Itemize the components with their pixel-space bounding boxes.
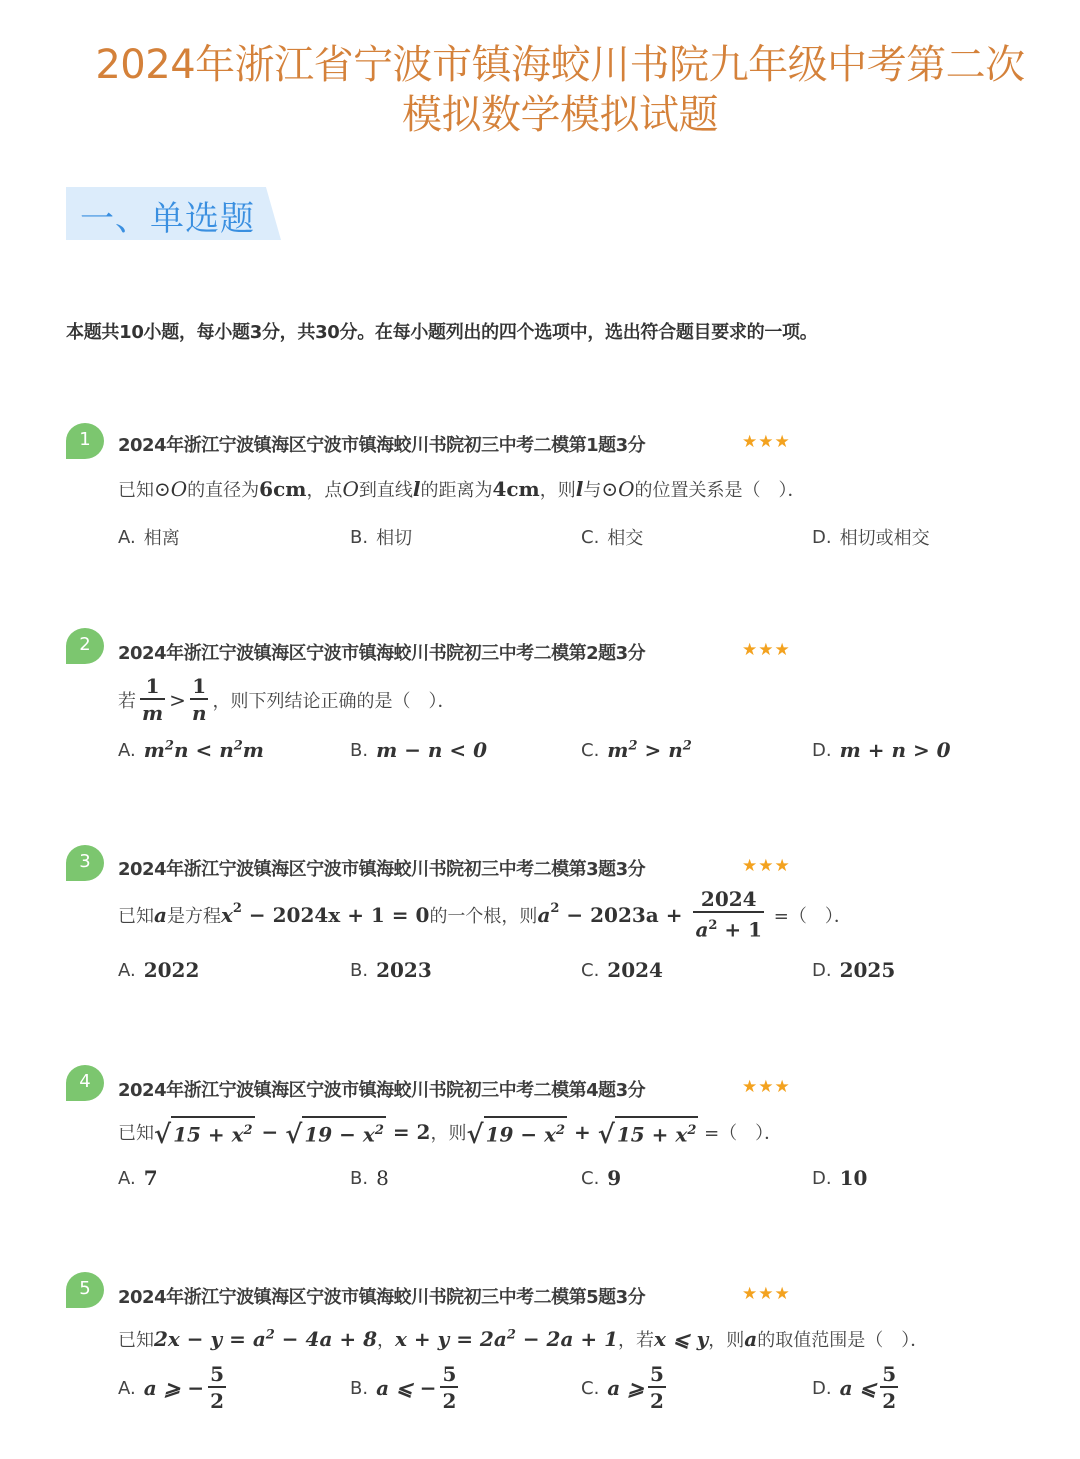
question-number-badge: 3: [66, 845, 104, 881]
question-number-badge: 5: [66, 1272, 104, 1308]
difficulty-stars: ★★★: [742, 856, 791, 876]
option-b[interactable]: B. 2023: [350, 958, 432, 982]
option-c[interactable]: C. $m^2 > n^2$: [581, 738, 692, 762]
instructions: 本题共10小题，每小题3分，共30分。在每小题列出的四个选项中，选出符合题目要求的一项。: [66, 322, 818, 343]
square-root: √ $19 - x^2$: [466, 1116, 567, 1148]
square-root: √ $15 + x^2$: [598, 1116, 699, 1148]
question-stem: 若 $\frac{1}{m}$ > $\frac{1}{n}$ ，则下列结论正确的是（ ）．: [118, 674, 456, 725]
option-a[interactable]: A. 7: [118, 1166, 158, 1190]
option-a[interactable]: A. 2022: [118, 958, 200, 982]
option-c[interactable]: C. 2024: [581, 958, 663, 982]
question-source: 2024年浙江宁波镇海区宁波市镇海蛟川书院初三中考二模第1题3分: [118, 435, 646, 456]
question-stem: 已知 √ $15 + x^2$ − √ $19 - x^2$ = 2 ，则 √ $19 - x^2$ + √ $15 + x^2$ =（ ）．: [118, 1116, 782, 1148]
fraction: $\frac{5}{2}$: [210, 1362, 225, 1413]
option-d[interactable]: D. a ⩽ $\frac{5}{2}$: [812, 1362, 897, 1413]
circle-symbol: ⊙: [154, 477, 171, 501]
fraction: $\frac{2024}{a^2 + 1}$: [695, 887, 763, 942]
question-source: 2024年浙江宁波镇海区宁波市镇海蛟川书院初三中考二模第2题3分: [118, 643, 646, 664]
fraction: $\frac{5}{2}$: [442, 1362, 457, 1413]
difficulty-stars: ★★★: [742, 1284, 791, 1304]
question-stem: 已知 $2x - y = a^2 - 4a + 8$ ， $x + y = 2a^2 - 2a + 1$ ，若 x ⩽ y ，则 a 的取值范围是（ ）．: [118, 1327, 929, 1351]
option-b[interactable]: B. 相切: [350, 526, 413, 549]
difficulty-stars: ★★★: [742, 1077, 791, 1097]
question-stem: 已知 ⊙ O 的直径为 6cm ，点 O 到直线 l 的距离为 4cm ，则 l 与 ⊙ O 的位置关系是（ ）．: [118, 477, 806, 501]
question-stem: 已知 a 是方程 x $^2$ − 2024x + 1 = 0 的一个根，则 a $^2$ − 2023a + $\frac{2024}{a^2 + 1}$ =（ ）．: [118, 887, 852, 942]
square-root: √ $19 - x^2$: [285, 1116, 386, 1148]
option-d[interactable]: D. 10: [812, 1166, 868, 1190]
fraction: $\frac{1}{m}$: [142, 674, 164, 725]
question-source: 2024年浙江宁波镇海区宁波市镇海蛟川书院初三中考二模第4题3分: [118, 1080, 646, 1101]
section-title: 一、单选题: [80, 199, 255, 239]
option-a[interactable]: A. 相离: [118, 526, 180, 549]
option-b[interactable]: B. a ⩽ − $\frac{5}{2}$: [350, 1362, 457, 1413]
option-b[interactable]: B. 8: [350, 1166, 389, 1190]
option-a[interactable]: A. a ⩾ − $\frac{5}{2}$: [118, 1362, 225, 1413]
fraction: $\frac{5}{2}$: [649, 1362, 664, 1413]
option-b[interactable]: B. m − n < 0: [350, 738, 488, 762]
title-line-2: 模拟数学模拟试题: [402, 92, 718, 138]
question-source: 2024年浙江宁波镇海区宁波市镇海蛟川书院初三中考二模第3题3分: [118, 859, 646, 880]
difficulty-stars: ★★★: [742, 432, 791, 452]
fraction: $\frac{1}{n}$: [191, 674, 207, 725]
option-d[interactable]: D. 2025: [812, 958, 896, 982]
option-c[interactable]: C. 相交: [581, 526, 644, 549]
difficulty-stars: ★★★: [742, 640, 791, 660]
option-c[interactable]: C. 9: [581, 1166, 622, 1190]
title-line-1: 2024年浙江省宁波市镇海蛟川书院九年级中考第二次: [95, 42, 1025, 88]
question-source: 2024年浙江宁波镇海区宁波市镇海蛟川书院初三中考二模第5题3分: [118, 1287, 646, 1308]
square-root: √ $15 + x^2$: [154, 1116, 255, 1148]
fraction: $\frac{5}{2}$: [882, 1362, 897, 1413]
option-d[interactable]: D. m + n > 0: [812, 738, 951, 762]
page-title: [60, 40, 1060, 140]
option-a[interactable]: A. $m^2n < n^2m$: [118, 738, 264, 762]
question-number-badge: 2: [66, 628, 104, 664]
option-d[interactable]: D. 相切或相交: [812, 526, 930, 549]
question-number-badge: 4: [66, 1065, 104, 1101]
option-c[interactable]: C. a ⩾ $\frac{5}{2}$: [581, 1362, 664, 1413]
question-number-badge: 1: [66, 423, 104, 459]
